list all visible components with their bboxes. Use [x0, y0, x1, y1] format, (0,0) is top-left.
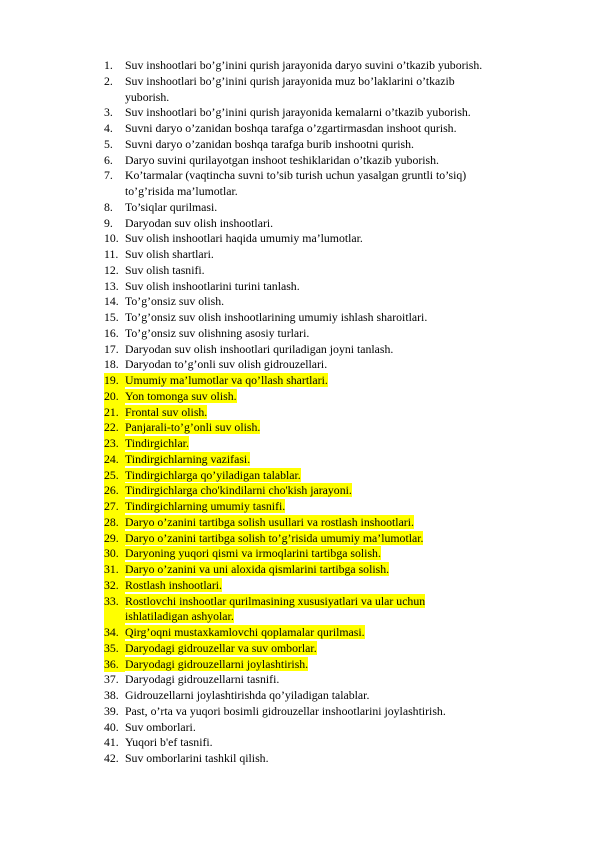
list-item-highlighted — [104, 515, 564, 531]
list-item-number: 4. — [104, 121, 113, 135]
list-item-text: Daryoning yuqori qismi va irmoqlarini tartibga solish. — [125, 546, 381, 561]
list-item-highlighted — [104, 483, 564, 499]
list-item-number: 14. — [104, 294, 119, 309]
list-item-text: Daryodan suv olish inshootlari. — [125, 215, 274, 230]
list-item-body — [125, 405, 564, 421]
list-item-number: 30. — [104, 546, 125, 562]
list-item-text: Suvni daryo o’zanidan boshqa tarafga o’zgartirmasdan inshoot qurish. — [125, 121, 457, 135]
list-item-number: 11. — [104, 247, 119, 261]
list-item-number: 20. — [104, 389, 125, 405]
list-item-text: Gidrouzellarni joylashtirishda qo’yiladigan talablar. — [125, 688, 370, 702]
list-item-number: 13. — [104, 278, 119, 293]
list-item-text: Yon tomonga suv olish. — [125, 388, 237, 403]
list-item-text: Tindirgichlarga qo’yiladigan talablar. — [125, 467, 301, 482]
list-item-body — [125, 483, 564, 499]
list-item — [104, 720, 564, 736]
list-item — [104, 688, 564, 704]
list-item-body — [125, 594, 564, 626]
list-item-number: 21. — [104, 405, 125, 421]
list-item-body — [125, 294, 564, 310]
list-item-number: 8. — [104, 199, 113, 214]
list-item-highlighted — [104, 405, 564, 421]
list-item-body — [125, 578, 564, 594]
list-item-text: Daryodan suv olish inshootlari quriladigan joyni tanlash. — [125, 341, 394, 356]
list-item-number: 32. — [104, 578, 125, 594]
list-item-body — [125, 515, 564, 531]
list-item-body — [125, 704, 564, 720]
list-item-body — [125, 168, 564, 200]
list-item-highlighted — [104, 452, 564, 468]
list-item-number: 39. — [104, 703, 119, 718]
list-item-text: Suv omborlari. — [125, 719, 196, 734]
list-item-text: Daryodagi gidrouzellarni tasnifi. — [125, 672, 280, 687]
list-item-number: 15. — [104, 310, 119, 324]
list-item-number: 23. — [104, 436, 125, 452]
list-item-highlighted — [104, 546, 564, 562]
list-item-body — [125, 231, 564, 247]
list-item-text: Suv omborlarini tashkil qilish. — [125, 751, 269, 765]
list-item-text: Tindirgichlar. — [125, 436, 189, 450]
list-item-number: 29. — [104, 531, 125, 547]
list-item-body — [125, 74, 564, 106]
list-item-body — [125, 436, 564, 452]
list-item-text: To’g’onsiz suv olish inshootlarining umumiy ishlash sharoitlari. — [125, 310, 428, 324]
list-item — [104, 735, 564, 751]
list-item — [104, 231, 564, 247]
list-item-number: 35. — [104, 641, 125, 657]
list-item-number: 27. — [104, 499, 125, 515]
list-item — [104, 294, 564, 310]
list-item — [104, 704, 564, 720]
list-item-number: 2. — [104, 73, 113, 88]
list-item-text: To’siqlar qurilmasi. — [125, 199, 218, 214]
numbered-question-list — [104, 58, 564, 767]
list-item-highlighted — [104, 468, 564, 484]
list-item — [104, 357, 564, 373]
list-item-body — [125, 452, 564, 468]
list-item-number: 10. — [104, 231, 119, 246]
list-item-number: 16. — [104, 325, 119, 340]
list-item-text: Frontal suv olish. — [125, 404, 208, 419]
list-item-body — [125, 373, 564, 389]
list-item-text: To’g’onsiz suv olish. — [125, 294, 225, 309]
list-item-highlighted — [104, 657, 564, 673]
list-item-number: 3. — [104, 105, 113, 120]
list-item-body — [125, 562, 564, 578]
list-item-body — [125, 688, 564, 704]
list-item-number: 28. — [104, 515, 125, 531]
list-item-number: 34. — [104, 625, 125, 641]
list-item-body — [125, 137, 564, 153]
list-item-text: Daryodagi gidrouzellarni joylashtirish. — [125, 656, 309, 671]
list-item-number: 19. — [104, 373, 125, 389]
list-item — [104, 58, 564, 74]
list-item-highlighted — [104, 594, 564, 626]
list-item-body — [125, 357, 564, 373]
list-item — [104, 247, 564, 263]
list-item-text: Daryo suvini qurilayotgan inshoot teshiklaridan o’tkazib yuborish. — [125, 152, 439, 167]
list-item — [104, 751, 564, 767]
list-item-body — [125, 58, 564, 74]
list-item — [104, 672, 564, 688]
list-item-number: 42. — [104, 751, 119, 765]
list-item-text: Tindirgichlarning vazifasi. — [125, 451, 251, 466]
list-item-body — [125, 326, 564, 342]
list-item-body — [125, 751, 564, 767]
list-item-text: Suvni daryo o’zanidan boshqa tarafga burib inshootni qurish. — [125, 136, 414, 151]
list-item-highlighted — [104, 531, 564, 547]
list-item-body — [125, 105, 564, 121]
list-item-number: 41. — [104, 735, 119, 750]
list-item-number: 1. — [104, 58, 113, 72]
list-item — [104, 137, 564, 153]
list-item-number: 25. — [104, 468, 125, 484]
list-item-body — [125, 625, 564, 641]
list-item-body — [125, 200, 564, 216]
list-item-body — [125, 531, 564, 547]
list-item-text: Ko’tarmalar (vaqtincha suvni to’sib turish uchun yasalgan gruntli to’siq) to’g’risida ma’lumotlar. — [125, 168, 467, 198]
list-item-number: 7. — [104, 168, 113, 183]
list-item-text: Suv inshootlari bo’g’inini qurish jarayonida daryo suvini o’tkazib yuborish. — [125, 58, 483, 72]
list-item-text: Daryodagi gidrouzellar va suv omborlar. — [125, 640, 317, 655]
list-item — [104, 200, 564, 216]
list-item-body — [125, 420, 564, 436]
list-item-number: 6. — [104, 152, 113, 167]
list-item-text: Rostlash inshootlari. — [125, 577, 222, 592]
list-item-body — [125, 310, 564, 326]
list-item-number: 9. — [104, 215, 113, 230]
list-item — [104, 105, 564, 121]
list-item-highlighted — [104, 420, 564, 436]
list-item — [104, 279, 564, 295]
list-item-body — [125, 389, 564, 405]
list-item — [104, 74, 564, 106]
list-item-text: To’g’onsiz suv olishning asosiy turlari. — [125, 325, 310, 340]
list-item-text: Daryodan to’g’onli suv olish gidrouzellari. — [125, 357, 328, 372]
list-item-text: Tindirgichlarning umumiy tasnifi. — [125, 499, 286, 513]
list-item-body — [125, 672, 564, 688]
list-item-number: 17. — [104, 341, 119, 356]
list-item-number: 24. — [104, 452, 125, 468]
list-item-text: Daryo o’zanini tartibga solish usullari va rostlash inshootlari. — [125, 514, 414, 529]
list-item — [104, 342, 564, 358]
list-item-highlighted — [104, 578, 564, 594]
list-item-body — [125, 735, 564, 751]
list-item-highlighted — [104, 436, 564, 452]
list-item-body — [125, 153, 564, 169]
list-item-body — [125, 216, 564, 232]
list-item-text: Panjarali-to’g’onli suv olish. — [125, 420, 261, 435]
list-item-body — [125, 279, 564, 295]
list-item-number: 40. — [104, 719, 119, 734]
list-item-number: 31. — [104, 562, 125, 578]
list-item-text: Daryo o’zanini va uni aloxida qismlarini tartibga solish. — [125, 562, 390, 576]
list-item-number: 18. — [104, 357, 119, 372]
list-item-text: Umumiy ma’lumotlar va qo’llash shartlari. — [125, 373, 328, 387]
list-item-body — [125, 657, 564, 673]
list-item-number: 12. — [104, 262, 119, 277]
list-item-body — [125, 263, 564, 279]
list-item — [104, 121, 564, 137]
list-item-body — [125, 121, 564, 137]
list-item-number: 5. — [104, 136, 113, 151]
list-item-text: Suv inshootlari bo’g’inini qurish jarayonida muz bo’laklarini o’tkazib yuborish. — [125, 73, 455, 104]
list-item — [104, 310, 564, 326]
list-item-body — [125, 247, 564, 263]
list-item-text: Yuqori b'ef tasnifi. — [125, 735, 213, 750]
list-item-body — [125, 499, 564, 515]
list-item-text: Qirg’oqni mustaxkamlovchi qoplamalar qurilmasi. — [125, 625, 365, 639]
list-item — [104, 263, 564, 279]
list-item-text: Daryo o’zanini tartibga solish to’g’risida umumiy ma’lumotlar. — [125, 530, 424, 545]
list-item-highlighted — [104, 625, 564, 641]
list-item-number: 36. — [104, 657, 125, 673]
list-item — [104, 153, 564, 169]
list-item-text: Suv inshootlari bo’g’inini qurish jarayonida kemalarni o’tkazib yuborish. — [125, 105, 471, 120]
list-item-highlighted — [104, 389, 564, 405]
list-item-number: 33. — [104, 594, 125, 626]
list-item — [104, 216, 564, 232]
list-item-text: Suv olish tasnifi. — [125, 262, 205, 277]
list-item-body — [125, 641, 564, 657]
list-item-number: 37. — [104, 672, 119, 687]
list-item-text: Tindirgichlarga cho'kindilarni cho'kish jarayoni. — [125, 483, 352, 498]
list-item — [104, 168, 564, 200]
list-item-body — [125, 468, 564, 484]
list-item-text: Past, o’rta va yuqori bosimli gidrouzellar inshootlarini joylashtirish. — [125, 703, 446, 718]
list-item-highlighted — [104, 641, 564, 657]
list-item-body — [125, 342, 564, 358]
list-item-number: 38. — [104, 688, 119, 702]
list-item-body — [125, 720, 564, 736]
list-item-highlighted — [104, 499, 564, 515]
list-item-text: Rostlovchi inshootlar qurilmasining xususiyatlari va ular uchun ishlatiladigan ashyolar. — [125, 593, 426, 624]
list-item — [104, 326, 564, 342]
list-item-text: Suv olish inshootlari haqida umumiy ma’lumotlar. — [125, 231, 363, 246]
list-item-body — [125, 546, 564, 562]
list-item-text: Suv olish shartlari. — [125, 247, 214, 261]
list-item-text: Suv olish inshootlarini turini tanlash. — [125, 278, 300, 293]
list-item-number: 26. — [104, 483, 125, 499]
list-item-number: 22. — [104, 420, 125, 436]
list-item-highlighted — [104, 562, 564, 578]
list-item-highlighted — [104, 373, 564, 389]
